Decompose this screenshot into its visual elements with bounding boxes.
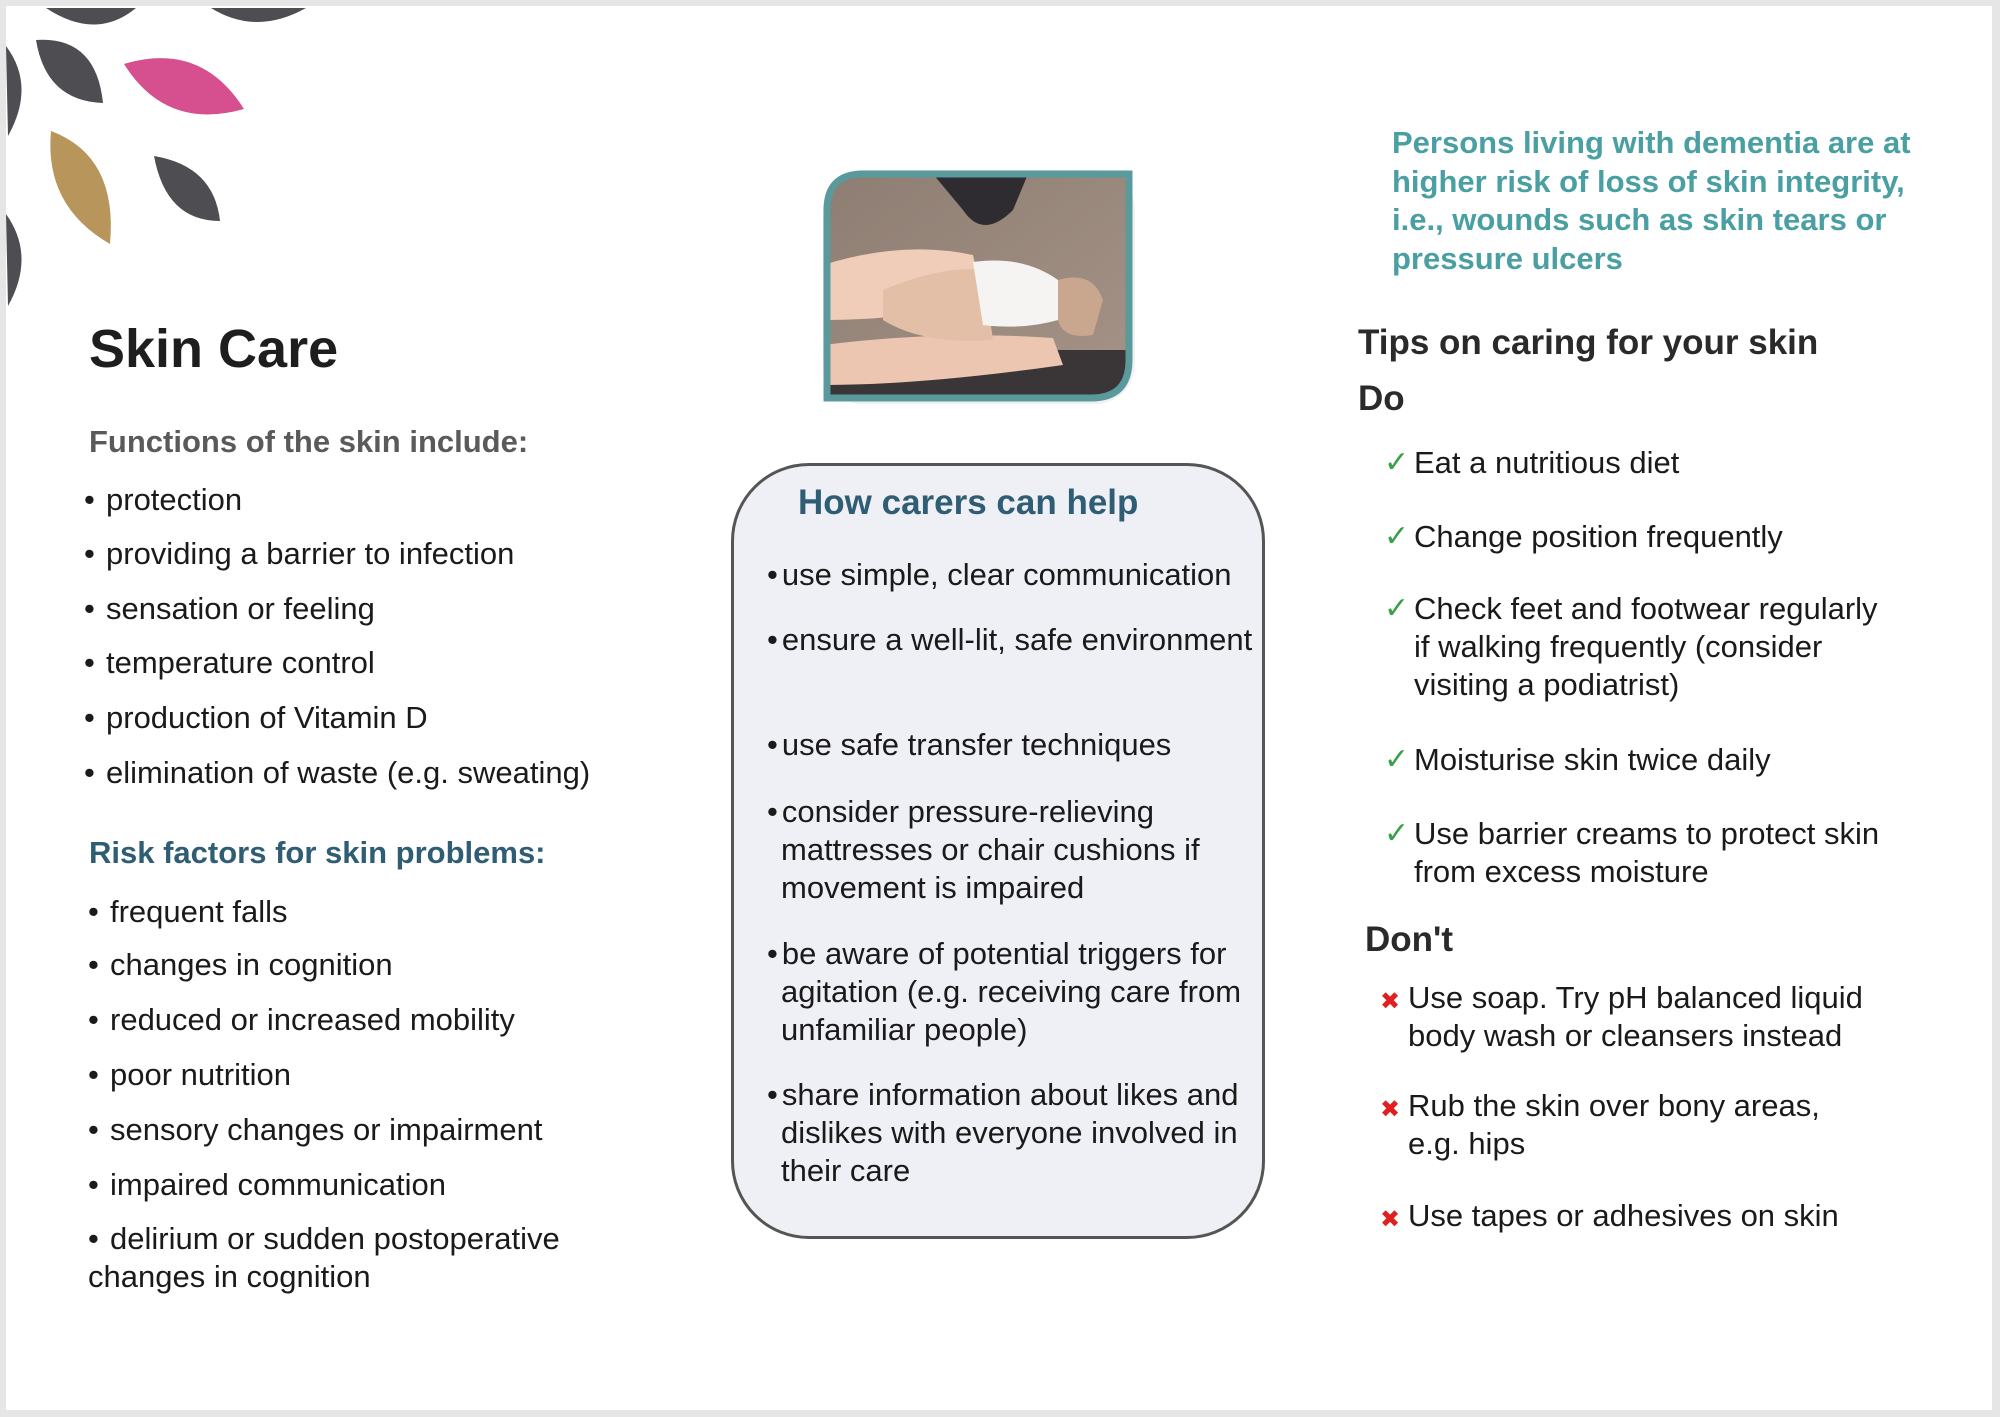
risk-item bbox=[88, 1220, 608, 1296]
do-item bbox=[1384, 444, 1884, 482]
bullet-icon: • bbox=[84, 536, 95, 571]
do-item bbox=[1384, 518, 1884, 556]
list-item-text: changes in cognition bbox=[110, 947, 393, 982]
list-item-text: sensation or feeling bbox=[106, 591, 375, 626]
list-item-text: temperature control bbox=[106, 645, 375, 680]
bullet-icon: • bbox=[88, 894, 99, 929]
function-item bbox=[84, 590, 375, 628]
carer-item bbox=[763, 1076, 1271, 1190]
risks-heading: Risk factors for skin problems: bbox=[89, 835, 546, 870]
bullet-icon: • bbox=[88, 1167, 99, 1202]
risk-item bbox=[88, 1111, 542, 1149]
do-item bbox=[1384, 590, 1884, 704]
functions-heading: Functions of the skin include: bbox=[89, 424, 529, 459]
risk-item bbox=[88, 1001, 515, 1039]
list-item-text: elimination of waste (e.g. sweating) bbox=[106, 755, 591, 790]
dont-item bbox=[1380, 1087, 1848, 1163]
bullet-icon: • bbox=[767, 1077, 778, 1112]
dementia-callout: Persons living with dementia are at higher risk of loss of skin integrity, i.e., wounds such as skin tears or pressure ulcers bbox=[1392, 125, 1911, 276]
function-item bbox=[84, 535, 514, 573]
list-item-text: providing a barrier to infection bbox=[106, 536, 515, 571]
risk-item bbox=[88, 893, 288, 931]
bullet-icon: • bbox=[84, 591, 95, 626]
list-item-text: Eat a nutritious diet bbox=[1414, 445, 1680, 480]
list-item-text: reduced or increased mobility bbox=[110, 1002, 515, 1037]
list-item-text: Change position frequently bbox=[1414, 519, 1783, 554]
carer-item bbox=[763, 726, 1271, 764]
bullet-icon: • bbox=[767, 936, 778, 971]
carer-item bbox=[763, 556, 1271, 594]
check-icon: ✓ bbox=[1384, 520, 1410, 553]
carer-item bbox=[763, 935, 1271, 1049]
bullet-icon: • bbox=[84, 645, 95, 680]
risk-item bbox=[88, 946, 393, 984]
page-title: Skin Care bbox=[89, 319, 339, 379]
bullet-icon: • bbox=[767, 794, 778, 829]
list-item-text: Check feet and footwear regularly if walking frequently (consider visiting a podiatrist) bbox=[1414, 591, 1878, 702]
page bbox=[6, 6, 1992, 1410]
risk-item bbox=[88, 1166, 446, 1204]
bullet-icon: • bbox=[767, 622, 778, 657]
list-item-text: delirium or sudden postoperative changes in cognition bbox=[88, 1221, 560, 1294]
list-item-text: be aware of potential triggers for agitation (e.g. receiving care from unfamiliar people) bbox=[781, 936, 1242, 1047]
carer-item bbox=[763, 621, 1271, 659]
bullet-icon: • bbox=[84, 700, 95, 735]
dont-heading: Don't bbox=[1365, 920, 1454, 959]
list-item-text: Use barrier creams to protect skin from excess moisture bbox=[1414, 816, 1880, 889]
list-item-text: consider pressure-relieving mattresses or chair cushions if movement is impaired bbox=[781, 794, 1200, 905]
check-icon: ✓ bbox=[1384, 592, 1410, 625]
check-icon: ✓ bbox=[1384, 817, 1410, 850]
function-item bbox=[84, 644, 375, 682]
bullet-icon: • bbox=[88, 1112, 99, 1147]
cross-icon: ✖ bbox=[1380, 1206, 1401, 1233]
list-item-text: use safe transfer techniques bbox=[781, 727, 1172, 762]
list-item-text: ensure a well-lit, safe environment bbox=[781, 622, 1253, 657]
list-item-text: Moisturise skin twice daily bbox=[1414, 742, 1771, 777]
bullet-icon: • bbox=[88, 1002, 99, 1037]
list-item-text: impaired communication bbox=[110, 1167, 446, 1202]
list-item-text: Rub the skin over bony areas, e.g. hips bbox=[1408, 1088, 1820, 1161]
check-icon: ✓ bbox=[1384, 446, 1410, 479]
list-item-text: protection bbox=[106, 482, 243, 517]
bullet-icon: • bbox=[767, 557, 778, 592]
dont-item bbox=[1380, 1197, 1888, 1235]
carers-heading: How carers can help bbox=[798, 483, 1139, 522]
cross-icon: ✖ bbox=[1380, 988, 1401, 1015]
function-item bbox=[84, 754, 590, 792]
do-heading: Do bbox=[1358, 379, 1405, 418]
list-item-text: Use tapes or adhesives on skin bbox=[1408, 1198, 1839, 1233]
tips-heading: Tips on caring for your skin bbox=[1358, 323, 1819, 362]
bullet-icon: • bbox=[84, 755, 95, 790]
function-item bbox=[84, 481, 242, 519]
bullet-icon: • bbox=[84, 482, 95, 517]
bullet-icon: • bbox=[88, 1057, 99, 1092]
do-item bbox=[1384, 815, 1884, 891]
dont-item bbox=[1380, 979, 1888, 1055]
cross-icon: ✖ bbox=[1380, 1096, 1401, 1123]
list-item-text: use simple, clear communication bbox=[781, 557, 1232, 592]
risk-item bbox=[88, 1056, 291, 1094]
decorative-leaves-logo bbox=[6, 6, 326, 326]
list-item-text: Use soap. Try pH balanced liquid body wash or cleansers instead bbox=[1408, 980, 1863, 1053]
bullet-icon: • bbox=[767, 727, 778, 762]
list-item-text: poor nutrition bbox=[110, 1057, 291, 1092]
bullet-icon: • bbox=[88, 1221, 99, 1256]
list-item-text: sensory changes or impairment bbox=[110, 1112, 543, 1147]
carer-item bbox=[763, 793, 1271, 907]
bullet-icon: • bbox=[88, 947, 99, 982]
check-icon: ✓ bbox=[1384, 743, 1410, 776]
list-item-text: frequent falls bbox=[110, 894, 288, 929]
hands-photo bbox=[823, 170, 1143, 405]
list-item-text: share information about likes and dislikes with everyone involved in their care bbox=[781, 1077, 1239, 1188]
list-item-text: production of Vitamin D bbox=[106, 700, 428, 735]
function-item bbox=[84, 699, 428, 737]
do-item bbox=[1384, 741, 1884, 779]
